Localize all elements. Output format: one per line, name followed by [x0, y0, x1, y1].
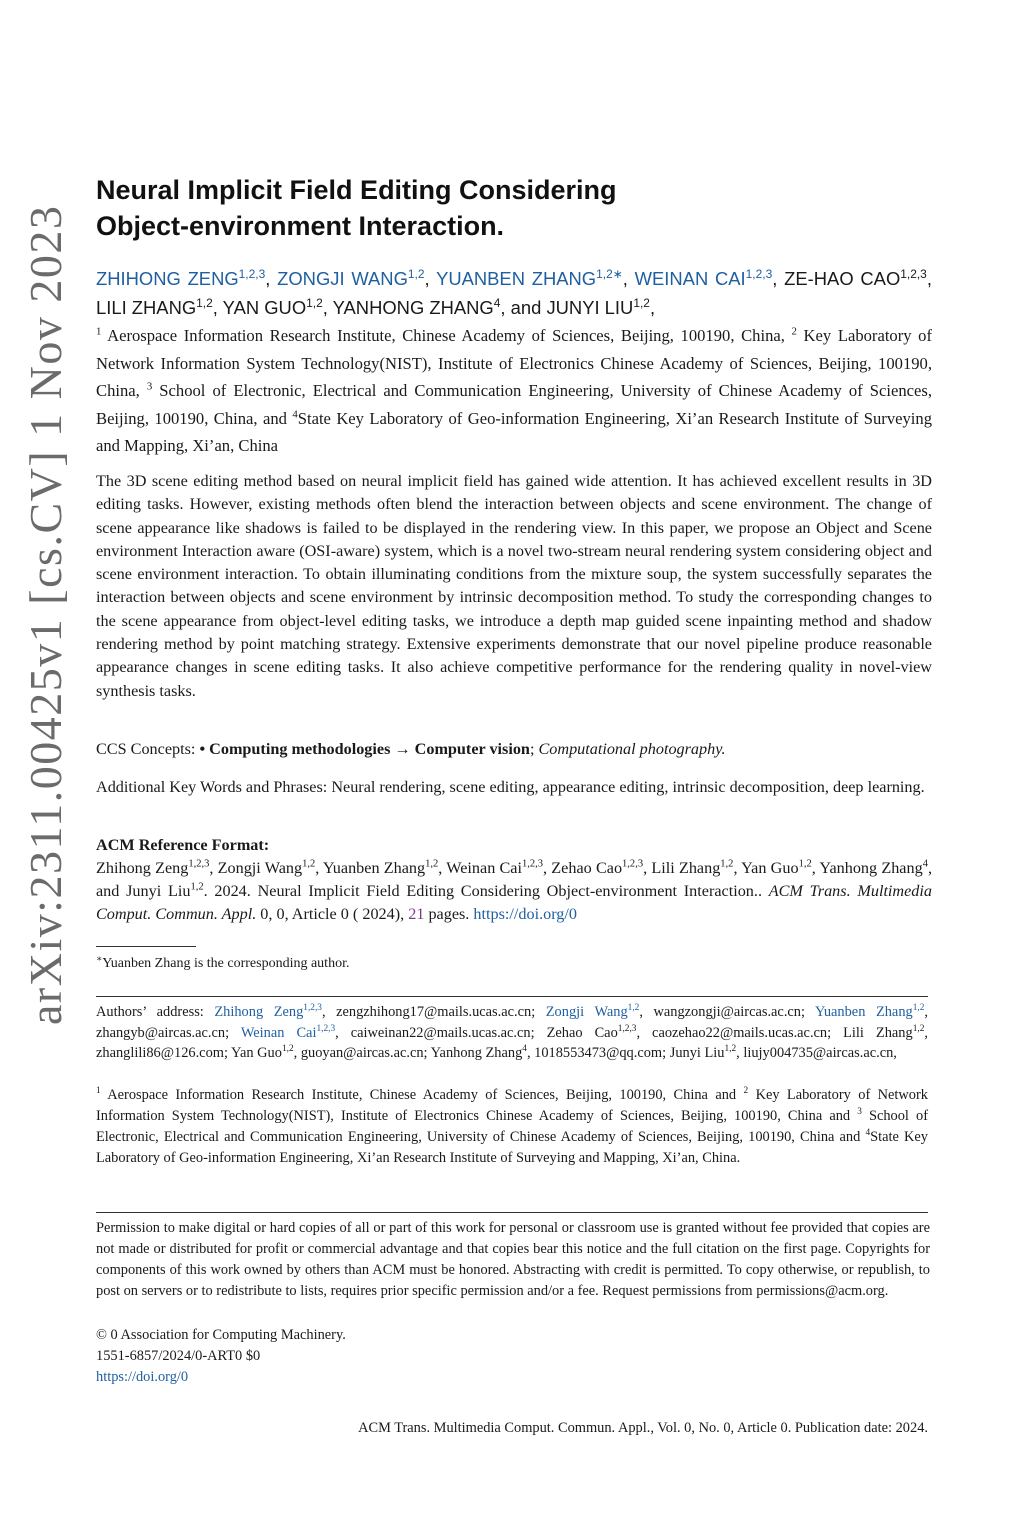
permission-notice: Permission to make digital or hard copies of all or part of this work for personal or classroom use is granted without fee provided that copies are not made or distributed for profit or commercial advantage and that copies bear this notice and the full citation on the first page. Copyrights for components of this work owned by others than ACM must be honored. Abstracting with credit is permitted. To copy otherwise, or republish, to post on servers or to redistribute to lists, requires prior specific permission and/or a fee. Request permissions from permissions@acm.org.	[96, 1220, 930, 1299]
reference-format: Zhihong Zeng$^{1,2,3}$, Zongji Wang$^{1,2}$, Yuanben Zhang$^{1,2}$, Weinan Cai$^{1,2,3}$, Zehao Cao$^{1,2,3}$, Lili Zhang$^{1,2}$, Yan Guo$^{1,2}$, Yanhong Zhang$^4$, and Junyi Liu$^{1,2}$. 2024. Neural Implicit Field Editing Considering Object-environment Interaction.. ACM Trans. Multimedia Comput. Commun. Appl. 0, 0, Article 0 ( 2024), 21 pages. https://doi.org/0	[96, 858, 932, 923]
title-line-2: Object-environment Interaction.	[96, 211, 505, 241]
authors-address: Authors’ address: Zhihong Zeng$^{1,2,3}$, zengzhihong17@mails.ucas.ac.cn; Zongji Wang$^{1,2}$, wangzongji@aircas.ac.cn; Yuanben Zhang$^{1,2}$, zhangyb@aircas.ac.cn; Weinan Cai$^{1,2,3}$, caiweinan22@mails.ucas.ac.cn; Zehao Cao$^{1,2,3}$, caozehao22@mails.ucas.ac.cn; Lili Zhang$^{1,2}$, zhanglili86@126.com; Yan Guo$^{1,2}$, guoyan@aircas.ac.cn; Yanhong Zhang$^4$, 1018553473@qq.com; Junyi Liu$^{1,2}$, liujy004735@aircas.ac.cn,	[96, 1003, 929, 1062]
keywords: Additional Key Words and Phrases: Neural rendering, scene editing, appearance editing, intrinsic decomposition, deep learning.	[96, 778, 925, 796]
paper-title	[96, 172, 916, 244]
footnote-rule	[96, 946, 196, 947]
permission-divider	[96, 1212, 928, 1213]
abstract: The 3D scene editing method based on neural implicit field has gained wide attention. It has achieved excellent results in 3D editing tasks. However, existing methods often blend the interaction between objects and scene environment. The change of scene appearance like shadows is failed to be displayed in the rendering view. In this paper, we propose an Object and Scene environment Interaction aware (OSI-aware) system, which is a novel two-stream neural rendering system considering object and scene environment interaction. To obtain illuminating conditions from the mixture soup, the system successfully separates the interaction between objects and scene environment by intrinsic decomposition method. To study the corresponding changes to the scene appearance from object-level editing tasks, we introduce a depth map guided scene inpainting method and shadow rendering method by point matching strategy. Extensive experiments demonstrate that our novel pipeline produce reasonable appearance changes in scene editing tasks. It also achieve competitive performance for the rendering quality in novel-view synthesis tasks.	[96, 472, 932, 700]
author-zhang-lili: LILI ZHANG$^{1,2}$	[96, 295, 213, 318]
author-link-zhang-yuanben[interactable]: YUANBEN $ZHANG^{1,2∗}$	[436, 266, 623, 289]
issn-line: 1551-6857/2024/0-ART0 $0	[96, 1348, 261, 1364]
arxiv-identifier: arXiv:2311.00425v1 [cs.CV] 1 Nov 2023	[20, 204, 71, 1025]
corresponding-author-footnote: ∗Yuanben Zhang is the corresponding author.	[96, 953, 350, 971]
address-link-wang[interactable]: Zongji Wang$^{1,2}$	[545, 1003, 640, 1020]
reference-format-heading: ACM Reference Format:	[96, 836, 270, 854]
author-list: ZHIHONG ZENG$^{1,2,3}$, ZONGJI WANG$^{1,2}$, YUANBEN $ZHANG^{1,2∗}$, WEINAN CAI$^{1,2,3}$, ZE-HAO CAO$^{1,2,3}$, LILI ZHANG$^{1,2}$, YAN GUO$^{1,2}$, YANHONG ZHANG$^4$, and JUNYI LIU$^{1,2}$,	[96, 266, 932, 318]
address-divider	[96, 996, 928, 997]
address-affiliations: $^1$ Aerospace Information Research Institute, Chinese Academy of Sciences, Beijing, 100190, China and $^2$ Key Laboratory of Network Information System Technology(NIST), Institute of Electronics Chinese Academy of Sciences, Beijing, 100190, China and $^3$ School of Electronic, Electrical and Communication Engineering, University of Chinese Academy of Sciences, Beijing, 100190, China and $^4$State Key Laboratory of Geo-information Engineering, Xi’an Research Institute of Surveying and Mapping, Xi’an, China.	[96, 1086, 928, 1166]
address-link-cai[interactable]: Weinan Cai$^{1,2,3}$	[240, 1023, 336, 1041]
author-liu: JUNYI LIU$^{1,2}$	[546, 295, 650, 318]
doi-link[interactable]: https://doi.org/0	[473, 905, 577, 923]
author-link-zeng[interactable]: ZHIHONG ZENG$^{1,2,3}$	[96, 266, 266, 289]
copyright-block	[96, 1325, 346, 1388]
copyright-doi-link[interactable]: https://doi.org/0	[96, 1369, 189, 1385]
ccs-concepts: CCS Concepts: • Computing methodologies → Computer vision; Computational photography.	[96, 740, 726, 758]
author-link-wang[interactable]: ZONGJI WANG$^{1,2}$	[277, 266, 425, 289]
address-link-zhang[interactable]: Yuanben Zhang$^{1,2}$	[815, 1003, 925, 1020]
author-link-cai[interactable]: WEINAN CAI$^{1,2,3}$	[634, 266, 773, 289]
address-link-zeng[interactable]: Zhihong Zeng$^{1,2,3}$	[214, 1003, 322, 1020]
author-guo: YAN GUO$^{1,2}$	[222, 295, 323, 318]
affiliations: $^1$ Aerospace Information Research Institute, Chinese Academy of Sciences, Beijing, 100190, China, $^2$ Key Laboratory of Network Information System Technology(NIST), Institute of Electronics Chinese Academy of Sciences, Beijing, 100190, China, $^3$ School of Electronic, Electrical and Communication Engineering, University of Chinese Academy of Sciences, Beijing, 100190, China, and $^4$State Key Laboratory of Geo-information Engineering, Xi’an Research Institute of Surveying and Mapping, Xi’an, China	[96, 325, 933, 455]
page-count-link[interactable]: 21	[408, 905, 425, 923]
title-line-1: Neural Implicit Field Editing Considering	[96, 175, 617, 205]
author-cao: ZE-HAO CAO$^{1,2,3}$	[784, 266, 927, 289]
running-footer: ACM Trans. Multimedia Comput. Commun. Appl., Vol. 0, No. 0, Article 0. Publication date: 2024.	[358, 1420, 928, 1436]
author-zhang-yanhong: YANHONG ZHANG$^4$	[332, 295, 501, 318]
copyright-line: © 0 Association for Computing Machinery.	[96, 1327, 346, 1343]
